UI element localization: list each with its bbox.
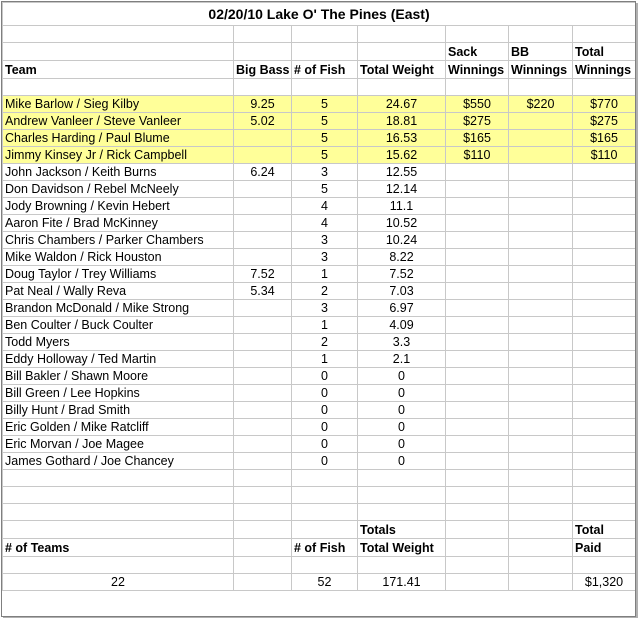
total-winnings xyxy=(573,419,636,436)
total-winnings: $110 xyxy=(573,147,636,164)
table-row xyxy=(3,385,636,402)
totals-label: Totals xyxy=(358,521,446,539)
total-weight: 12.55 xyxy=(358,164,446,181)
table-row xyxy=(3,402,636,419)
table-row xyxy=(3,130,636,147)
num-teams-label: # of Teams xyxy=(3,539,234,557)
fish-count: 0 xyxy=(292,419,358,436)
table-row xyxy=(3,317,636,334)
team-name: James Gothard / Joe Chancey xyxy=(3,453,234,470)
sack-winnings xyxy=(446,385,509,402)
total-winnings xyxy=(573,351,636,368)
table-row xyxy=(3,96,636,113)
sheet-title: 02/20/10 Lake O' The Pines (East) xyxy=(3,3,636,26)
sack-header-line2: Winnings xyxy=(446,61,509,79)
total-winnings xyxy=(573,249,636,266)
sack-winnings xyxy=(446,283,509,300)
sack-header-line1: Sack xyxy=(446,43,509,61)
table-row xyxy=(3,266,636,283)
total-paid-label-line2: Paid xyxy=(573,539,636,557)
fish-count: 2 xyxy=(292,334,358,351)
table-row xyxy=(3,249,636,266)
sack-winnings xyxy=(446,198,509,215)
fish-count: 3 xyxy=(292,164,358,181)
bb-winnings xyxy=(509,164,573,181)
team-name: Eric Golden / Mike Ratcliff xyxy=(3,419,234,436)
team-name: Eddy Holloway / Ted Martin xyxy=(3,351,234,368)
fish-count: 5 xyxy=(292,147,358,164)
bb-winnings xyxy=(509,249,573,266)
table-row xyxy=(3,436,636,453)
total-winnings xyxy=(573,232,636,249)
table-row xyxy=(3,232,636,249)
sack-winnings xyxy=(446,164,509,181)
sack-winnings xyxy=(446,266,509,283)
fish-count: 3 xyxy=(292,300,358,317)
big-bass-value xyxy=(234,198,292,215)
total-weight: 6.97 xyxy=(358,300,446,317)
big-bass-value xyxy=(234,385,292,402)
num-fish-value: 52 xyxy=(292,574,358,591)
bb-winnings xyxy=(509,453,573,470)
team-name: Don Davidson / Rebel McNeely xyxy=(3,181,234,198)
sack-winnings xyxy=(446,215,509,232)
team-header: Team xyxy=(3,61,234,79)
fish-count: 5 xyxy=(292,130,358,147)
total-winnings xyxy=(573,283,636,300)
total-winnings: $165 xyxy=(573,130,636,147)
sack-winnings xyxy=(446,351,509,368)
total-weight: 2.1 xyxy=(358,351,446,368)
total-weight: 11.1 xyxy=(358,198,446,215)
total-winnings xyxy=(573,266,636,283)
total-winnings xyxy=(573,164,636,181)
total-winnings xyxy=(573,300,636,317)
fish-count: 0 xyxy=(292,436,358,453)
table-row xyxy=(3,368,636,385)
total-weight: 4.09 xyxy=(358,317,446,334)
totals-weight-label: Total Weight xyxy=(358,539,446,557)
total-paid-label-line1: Total xyxy=(573,521,636,539)
total-winnings xyxy=(573,368,636,385)
big-bass-value xyxy=(234,334,292,351)
sack-winnings xyxy=(446,181,509,198)
sack-winnings xyxy=(446,368,509,385)
team-name: Aaron Fite / Brad McKinney xyxy=(3,215,234,232)
team-name: Brandon McDonald / Mike Strong xyxy=(3,300,234,317)
total-winnings xyxy=(573,317,636,334)
total-weight: 0 xyxy=(358,402,446,419)
total-weight: 7.03 xyxy=(358,283,446,300)
team-name: Jody Browning / Kevin Hebert xyxy=(3,198,234,215)
big-bass-value xyxy=(234,436,292,453)
bb-winnings xyxy=(509,368,573,385)
table-row xyxy=(3,113,636,130)
bb-winnings xyxy=(509,351,573,368)
total-header-line1: Total xyxy=(573,43,636,61)
bb-winnings xyxy=(509,385,573,402)
total-weight: 15.62 xyxy=(358,147,446,164)
total-winnings xyxy=(573,198,636,215)
bb-winnings xyxy=(509,266,573,283)
team-name: Bill Bakler / Shawn Moore xyxy=(3,368,234,385)
team-name: Bill Green / Lee Hopkins xyxy=(3,385,234,402)
bb-winnings xyxy=(509,317,573,334)
total-weight: 8.22 xyxy=(358,249,446,266)
sack-winnings: $110 xyxy=(446,147,509,164)
fish-count: 2 xyxy=(292,283,358,300)
total-weight: 3.3 xyxy=(358,334,446,351)
sack-winnings xyxy=(446,419,509,436)
fish-count: 1 xyxy=(292,317,358,334)
fish-count: 0 xyxy=(292,385,358,402)
bb-winnings: $220 xyxy=(509,96,573,113)
big-bass-value xyxy=(234,351,292,368)
total-winnings xyxy=(573,385,636,402)
fish-count: 3 xyxy=(292,232,358,249)
team-name: Eric Morvan / Joe Magee xyxy=(3,436,234,453)
team-name: Doug Taylor / Trey Williams xyxy=(3,266,234,283)
sack-winnings xyxy=(446,300,509,317)
total-weight: 24.67 xyxy=(358,96,446,113)
fish-count: 0 xyxy=(292,368,358,385)
bb-winnings xyxy=(509,181,573,198)
total-paid-value: $1,320 xyxy=(573,574,636,591)
results-table xyxy=(2,2,636,591)
fish-count: 5 xyxy=(292,113,358,130)
fish-count: 3 xyxy=(292,249,358,266)
sack-winnings xyxy=(446,402,509,419)
big-bass-value xyxy=(234,215,292,232)
big-bass-value xyxy=(234,419,292,436)
team-name: Chris Chambers / Parker Chambers xyxy=(3,232,234,249)
sack-winnings: $165 xyxy=(446,130,509,147)
table-row xyxy=(3,198,636,215)
bb-winnings xyxy=(509,283,573,300)
total-weight: 0 xyxy=(358,453,446,470)
big-bass-value: 7.52 xyxy=(234,266,292,283)
table-row xyxy=(3,164,636,181)
total-weight-header: Total Weight xyxy=(358,61,446,79)
sack-winnings xyxy=(446,232,509,249)
bb-header-line1: BB xyxy=(509,43,573,61)
total-winnings: $770 xyxy=(573,96,636,113)
totals-num-fish-label: # of Fish xyxy=(292,539,358,557)
big-bass-value xyxy=(234,181,292,198)
table-row xyxy=(3,419,636,436)
total-weight: 0 xyxy=(358,385,446,402)
table-row xyxy=(3,453,636,470)
big-bass-value xyxy=(234,402,292,419)
bb-winnings xyxy=(509,334,573,351)
num-teams-value: 22 xyxy=(3,574,234,591)
bb-winnings xyxy=(509,300,573,317)
table-row xyxy=(3,351,636,368)
bb-header-line2: Winnings xyxy=(509,61,573,79)
bb-winnings xyxy=(509,147,573,164)
table-row xyxy=(3,283,636,300)
total-weight: 10.52 xyxy=(358,215,446,232)
table-row xyxy=(3,300,636,317)
total-weight: 10.24 xyxy=(358,232,446,249)
total-weight: 16.53 xyxy=(358,130,446,147)
total-weight: 12.14 xyxy=(358,181,446,198)
total-winnings xyxy=(573,453,636,470)
sack-winnings: $275 xyxy=(446,113,509,130)
team-name: Billy Hunt / Brad Smith xyxy=(3,402,234,419)
num-fish-header: # of Fish xyxy=(292,61,358,79)
team-name: Pat Neal / Wally Reva xyxy=(3,283,234,300)
big-bass-value: 5.34 xyxy=(234,283,292,300)
fish-count: 4 xyxy=(292,215,358,232)
team-name: Mike Waldon / Rick Houston xyxy=(3,249,234,266)
big-bass-value xyxy=(234,232,292,249)
total-weight: 0 xyxy=(358,368,446,385)
bb-winnings xyxy=(509,130,573,147)
sack-winnings xyxy=(446,436,509,453)
bb-winnings xyxy=(509,419,573,436)
bb-winnings xyxy=(509,436,573,453)
sack-winnings xyxy=(446,249,509,266)
total-winnings xyxy=(573,436,636,453)
total-winnings xyxy=(573,334,636,351)
total-weight: 0 xyxy=(358,436,446,453)
total-weight: 7.52 xyxy=(358,266,446,283)
fish-count: 5 xyxy=(292,96,358,113)
bb-winnings xyxy=(509,232,573,249)
team-name: Andrew Vanleer / Steve Vanleer xyxy=(3,113,234,130)
big-bass-value xyxy=(234,130,292,147)
table-row xyxy=(3,334,636,351)
sack-winnings xyxy=(446,453,509,470)
total-header-line2: Winnings xyxy=(573,61,636,79)
big-bass-value: 6.24 xyxy=(234,164,292,181)
fish-count: 0 xyxy=(292,402,358,419)
big-bass-value xyxy=(234,249,292,266)
spreadsheet xyxy=(1,1,636,617)
team-name: Mike Barlow / Sieg Kilby xyxy=(3,96,234,113)
fish-count: 5 xyxy=(292,181,358,198)
big-bass-value xyxy=(234,317,292,334)
total-winnings xyxy=(573,181,636,198)
big-bass-value xyxy=(234,300,292,317)
big-bass-value xyxy=(234,368,292,385)
fish-count: 1 xyxy=(292,351,358,368)
fish-count: 0 xyxy=(292,453,358,470)
team-name: Jimmy Kinsey Jr / Rick Campbell xyxy=(3,147,234,164)
table-row xyxy=(3,215,636,232)
big-bass-value: 9.25 xyxy=(234,96,292,113)
team-name: John Jackson / Keith Burns xyxy=(3,164,234,181)
team-name: Todd Myers xyxy=(3,334,234,351)
fish-count: 1 xyxy=(292,266,358,283)
fish-count: 4 xyxy=(292,198,358,215)
sack-winnings: $550 xyxy=(446,96,509,113)
bb-winnings xyxy=(509,402,573,419)
big-bass-value: 5.02 xyxy=(234,113,292,130)
sack-winnings xyxy=(446,317,509,334)
team-name: Ben Coulter / Buck Coulter xyxy=(3,317,234,334)
bb-winnings xyxy=(509,215,573,232)
total-winnings: $275 xyxy=(573,113,636,130)
total-weight-value: 171.41 xyxy=(358,574,446,591)
total-winnings xyxy=(573,402,636,419)
big-bass-header: Big Bass xyxy=(234,61,292,79)
total-winnings xyxy=(573,215,636,232)
sack-winnings xyxy=(446,334,509,351)
bb-winnings xyxy=(509,198,573,215)
big-bass-value xyxy=(234,453,292,470)
table-row xyxy=(3,181,636,198)
total-weight: 18.81 xyxy=(358,113,446,130)
table-row xyxy=(3,147,636,164)
big-bass-value xyxy=(234,147,292,164)
bb-winnings xyxy=(509,113,573,130)
team-name: Charles Harding / Paul Blume xyxy=(3,130,234,147)
total-weight: 0 xyxy=(358,419,446,436)
